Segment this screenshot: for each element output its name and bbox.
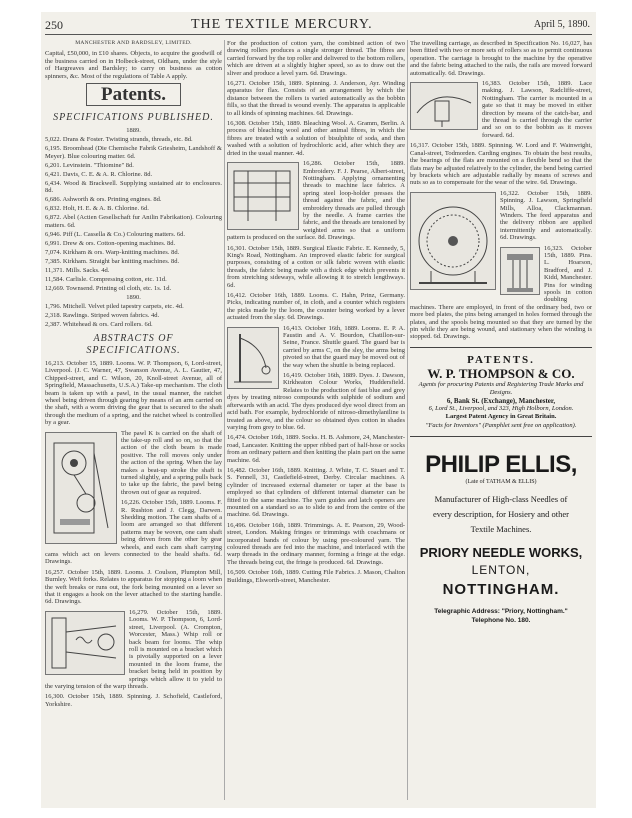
- ad-patents-heading: PATENTS.: [467, 353, 535, 366]
- shuttle-guard-illustration: [227, 327, 279, 389]
- abstract-paragraph: 16,509. October 16th, 1889. Cutting File Fabrics. J. Mason, Chalton Buildings, Elsworth-street, Manchester.: [227, 569, 405, 584]
- newspaper-page: [41, 12, 596, 808]
- abstract-paragraph: For the production of cotton yarn, the combined action of two drawing rollers produces a single stronger thread. The fibres are carried forward by the top roller and delivered to the bottom rollers, which are driven at a slightly higher speed, so as to draw out the sliver and produce a level yarn. 6d. Drawings.: [227, 40, 405, 77]
- ad-largest-agency: Largest Patent Agency in Great Britain.: [445, 413, 557, 421]
- spec-item: 6,991. Drew & ors. Cotton-opening machines. 8d.: [45, 239, 176, 247]
- spec-item: 2,318. Rawlings. Striped woven fabrics. 4d.: [45, 312, 160, 320]
- masthead-title: THE TEXTILE MERCURY.: [191, 17, 373, 32]
- carding-engine-illustration: [410, 192, 496, 290]
- year-heading: 1890.: [126, 294, 141, 302]
- spec-item: 11,371. Mills. Sacks. 4d.: [45, 266, 110, 274]
- spec-item: 7,385. Kirkham. Straight bar knitting machines. 8d.: [45, 257, 180, 265]
- whip-roll-illustration: [45, 611, 125, 675]
- abstract-paragraph: 16,474. October 16th, 1889. Socks. H. B. Ashmore, 24, Manchester-road, Lancaster. Knitting the upper ribbed part of half-hose or socks from an ordinary pattern and then knitting the plain part on the same machine. 6d.: [227, 434, 405, 464]
- abstract-paragraph: 16,482. October 16th, 1889. Knitting. J. White, T. C. Stuart and T. S. Fennell, 31, Castlefield-street, Derby. Circular machines. A cylinder of increased external diameter or taper at the base is employed so that cylinders of different internal diameter can be fitted to the same machine. The yarn guides and latch openers are mounted on a standard so as to slide to and from the centre of the machine. 6d. Drawings.: [227, 466, 405, 519]
- column-left: [45, 40, 222, 800]
- ad-line: every description, for Hosiery and other: [433, 509, 569, 520]
- spec-item: 6,872. Abel (Actien Gesellschaft fur Anilin Fabrikation). Colouring matters. 6d.: [45, 214, 222, 229]
- spec-list-1889: [45, 136, 222, 292]
- spec-item: 6,946. Piff (L. Cassella & Co.) Colouring matters. 6d.: [45, 230, 185, 238]
- embroidery-frame-illustration: [227, 162, 299, 230]
- year-heading: 1889.: [126, 127, 141, 135]
- ad-firm-name: W. P. THOMPSON & CO.: [427, 365, 575, 381]
- spec-item: 5,022. Drans & Foster. Twisting strands, threads, etc. 8d.: [45, 136, 193, 144]
- ad-town: LENTON,: [471, 563, 531, 578]
- column-right: [410, 40, 592, 800]
- abstract-paragraph: 16,300. October 15th, 1889. Spinning. J. Schofield, Castleford, Yorkshire.: [45, 693, 222, 708]
- spec-item: 6,686. Ashworth & ors. Printing engines. 8d.: [45, 196, 162, 204]
- header-rule: [45, 34, 592, 35]
- ad-telephone: Telephone No. 180.: [471, 617, 531, 625]
- abstract-paragraph: 16,301. October 15th, 1889. Surgical Elastic Fabric. E. Kennedy, 5, King's Road, Nottingham. An improved elastic fabric for surgical purposes, consisting of a cotton or silk fabric woven with elastic threads, the fabric being made with a thick edge which prevents it from stretching sideways, while allowing it to stretch lengthways. 6d.: [227, 244, 405, 289]
- company-text: Capital, £50,000, in £10 shares. Objects, to acquire the goodwill of the business carried on in Holbeck-street, Oldham, under the style of Hargreaves and Bardsley; to carry on business as cotton spinners, &c. Most of the regulations of Table A apply.: [45, 50, 222, 80]
- abstracts-heading: ABSTRACTS OF SPECIFICATIONS.: [86, 332, 181, 356]
- abstract-paragraph: 16,323. October 15th, 1889. Pins. L. Hoarson, Bradford, and J. Kidd, Manchester. Pins for winding spools in cotton doubling machines. There are employed, in front of the ordinary bed, two or more bed plates, the pins being arranged in holes formed through the plates, and the spools being mounted so that they are turned by the pin while they are being wound, and stationary when the winding is stopped. 6d. Drawings.: [410, 244, 592, 341]
- lace-carrier-illustration: [410, 82, 478, 130]
- page-header: [41, 18, 596, 34]
- abstract-paragraph: 16,383. October 15th, 1889. Lace making. J. Lawson, Radcliffe-street, Nottingham. The carrier is mounted in a gate so that it may be moved in either direction by means of the catch-bar, and the thread is carried through the carrier and so on to the bobbin as it moves forward. 6d.: [482, 80, 592, 139]
- ad-telegraph: Telegraphic Address: "Priory, Nottingham.": [434, 608, 568, 616]
- abstract-paragraph: 16,213. October 15, 1889. Looms. W. P. Thompson, 6, Lord-street, Liverpool. (J. C. Warner, 47, Swanson Avenue, A. L. Gautier, 47, Chipped-street, and C. Wilson, 20, Knoll-street Avenue, all of Springfield, Massachusetts, U.S.A.) Take-up mechanism. The cloth beam is taken up with a pawl, in the usual manner, the ratchet wheel being driven through gearing by means of an arm carried on the shaft, with a worm driving the gear that is secured to the shaft through the medium of a spring, and the ratchet wheel is controlled by a gear.: [45, 359, 222, 427]
- abstract-paragraph: 16,317. October 15th, 1889. Spinning. W. Lord and F. Wainwright, Canal-street, Todmorden. Carding engines. To obtain the best results, the bearings of the flats are mounted on a flexible bend so that the flats may be adjusted relatively to the cylinder, the bend being carried by brackets which are adjustable radially by means of screws and nuts so as to compensate for the wear of the wire. 6d. Drawings.: [410, 142, 592, 187]
- spec-item: 7,074. Kirkham & ors. Warp-knitting machines. 8d.: [45, 248, 180, 256]
- abstract-paragraph: 16,286. October 15th, 1889. Embroidery. F. J. Pearse, Albert-street, Nottingham. Applying ornamenting threads to machine lace fabrics. A spring steel loop-holder presses the thread against the fabric, and the embroidery threads are pulled through by the needle. A frame carries the fabric, and the threads are tensioned by weighted arms so that a uniform pattern is produced on the surface. 8d. Drawings.: [227, 160, 405, 242]
- ad-line: Manufacturer of High-class Needles of: [434, 494, 568, 505]
- spec-item: 6,434. Wood & Brackwell. Supplying sustained air to enclosures. 8d.: [45, 179, 222, 195]
- philip-ellis-advertisement: [410, 436, 592, 625]
- ad-address-secondary: 6, Lord St., Liverpool, and 323, High Holborn, London.: [428, 405, 574, 413]
- column-divider: [224, 40, 225, 800]
- abstract-paragraph: 16,226. October 15th, 1889. Looms. F. R. Rushton and J. Clegg, Darwen. Shedding motion. The cam shafts of a loom are arranged so that different patterns may be woven, one cam shaft being driven from the other by gear wheels, and each cam shaft carrying cams which act on levers connected to the heald shafts. 6d. Drawings.: [45, 499, 222, 566]
- spec-item: 6,195. Broomhead (Die Chemische Fabrik Griesheim, Landshoff & Meyer). Blue colouring matter. 6d.: [45, 145, 222, 160]
- ad-late-of: (Late of TATHAM & ELLIS): [465, 478, 537, 485]
- spec-item: 1,796. Mitchell. Velvet piled tapestry carpets, etc. 4d.: [45, 303, 184, 311]
- company-heading: MANCHESTER AND BARDSLEY, LIMITED.: [75, 40, 192, 46]
- abstract-paragraph: The travelling carriage, as described in Specification No. 16,027, has been fitted with two or more sets of rollers so as to permit continuous operation. The carriage is brought to the machine by the operative and the fabric being attached to the rails, the rails are moved forward automatically. 6d. Drawings.: [410, 40, 592, 77]
- abstract-paragraph: 16,322. October 15th, 1889. Spinning. J. Lawson, Springfield Mills, Alloa, Clackmannan. Winders. The feed apparatus and the delivery ribbon are applied intermittently and automatically. 6d. Drawings.: [500, 189, 592, 242]
- spec-item: 6,421. Davis, C. E. & A. R. Chlorine. 8d.: [45, 170, 153, 178]
- patents-title: Patents.: [45, 84, 222, 106]
- abstract-paragraph: 16,412. October 16th, 1889. Looms. C. Hahn, Prinz, Germany. Picks, indicating number of, in cloth, and a counter which registers the picks made by the loom, the counter being worked by a lever actuated from the slay. 6d. Drawings.: [227, 292, 405, 322]
- abstract-paragraph: 16,413. October 16th, 1889. Looms. E. P. A. Faustin and A. V. Bourdon, Chatillon-sur-Seine, France. Shuttle guard. The guard bar is carried by arms C, on the sley, the arms being pivoted so that the guard may be moved out of the way when the shuttle is being replaced.: [283, 324, 405, 369]
- ad-city: NOTTINGHAM.: [442, 581, 560, 599]
- abstract-paragraph: 16,419. October 16th, 1889. Dyes. J. Dawson, Kirkheaton Colour Works, Huddersfield. Relates to the production of fast blue and grey dyes by treating nitroso compounds with sulphide of sodium and afterwards with an acid. The dyes produced dye wool direct from an acid bath. For example, hydrochloride of nitroso-dimethylaniline is treated as above, and the colour so obtained dyes cotton in shades varying from grey to blue. 6d.: [227, 372, 405, 431]
- page-number: 250: [45, 18, 63, 32]
- abstract-paragraph: 16,257. October 15th, 1889. Looms. J. Coulson, Plumpton Mill, Burnley. Weft forks. Relates to apparatus for stopping a loom when the weft breaks or runs out, the fork being mounted on a lever so that it engages a hook on the lever attached to the starting handle. 6d. Drawings.: [45, 568, 222, 606]
- column-divider: [407, 40, 408, 800]
- spec-item: 6,201. Levinstein. "Thiomine" 8d.: [45, 161, 134, 169]
- abstract-paragraph: 16,279. October 15th, 1889. Looms. W. P. Thompson, 6, Lord-street, Liverpool. (A. Crompton, Worcester, Mass.) Whip roll or back beam for looms. The whip roll is mounted on a bracket which is pivotally supported on a lever mounted in the loom frame, the bracket being held in position by springs which allow it to yield to the varying tension of the warp threads.: [45, 608, 222, 690]
- ad-address: 6, Bank St. (Exchange), Manchester,: [446, 396, 556, 405]
- abstract-paragraph: 16,271. October 15th, 1889. Spinning. J. Anderson, Ayr. Winding apparatus for flax. Consists of an arrangement by which the distance between the rollers is varied automatically as the bobbin fills, so that the thread is wound evenly. The apparatus is applicable to all kinds of spinning machines. 6d. Drawings.: [227, 80, 405, 117]
- spec-item: 11,584. Carlisle. Compressing cotton, etc. 11d.: [45, 275, 167, 283]
- loom-take-up-illustration: [45, 432, 117, 544]
- abstract-paragraph: 16,496. October 16th, 1889. Trimmings. A. E. Pearson, 29, Wood-street, London. Making fringes or trimmings with coachmans or incorporated bands of colour by using pre-coloured yarn. The coloured threads are fed into the machine, and interlaced with the warp threads in the ordinary manner, forming a fringe at the edge. The threads being cut, the fringe is produced. 6d. Drawings.: [227, 521, 405, 566]
- column-middle: [227, 40, 405, 800]
- spec-item: 2,387. Whitehead & ors. Card rollers. 6d.: [45, 321, 153, 329]
- spool-pin-illustration: [500, 247, 540, 295]
- ad-philip-ellis-name: PHILIP ELLIS,: [425, 450, 577, 478]
- ad-line: Textile Machines.: [470, 524, 532, 535]
- specifications-heading: SPECIFICATIONS PUBLISHED.: [53, 112, 214, 124]
- ad-works-name: PRIORY NEEDLE WORKS,: [419, 545, 583, 561]
- abstract-paragraph: The pawl K is carried on the shaft of the take-up roll and so on, so that the action of the cloth beam is made positive. The roll moves only under the action of the spring. When the lay makes a beat-up stroke the shaft is turned slightly, and a spring pulls back to take up the fabric, the pawl being thrown out of gear as required.: [121, 429, 222, 496]
- ad-agents-line: Agents for procuring Patents and Registering Trade Marks and Designs.: [418, 380, 584, 396]
- spec-item: 12,669. Townsend. Printing oil cloth, etc. 1s. 1d.: [45, 284, 172, 292]
- abstract-paragraph: 16,308. October 15th, 1889. Bleaching Wool. A. Gramm, Berlin. A process of bleaching wool and other animal fibres, in which the fibres are treated with a solution of bisulphite of soda, and then washed with a solution of hydrochloric acid, after which they are dried in the usual manner. 4d.: [227, 120, 405, 157]
- ad-pamphlet-note: "Facts for Inventors" (Pamphlet sent free on application).: [425, 421, 577, 429]
- issue-date: April 5, 1890.: [533, 19, 590, 30]
- spec-list-1890: [45, 303, 222, 328]
- thompson-advertisement: [410, 347, 592, 430]
- spec-item: 6,832. Holt, H. E. & A. B. Chlorine. 6d.: [45, 205, 149, 213]
